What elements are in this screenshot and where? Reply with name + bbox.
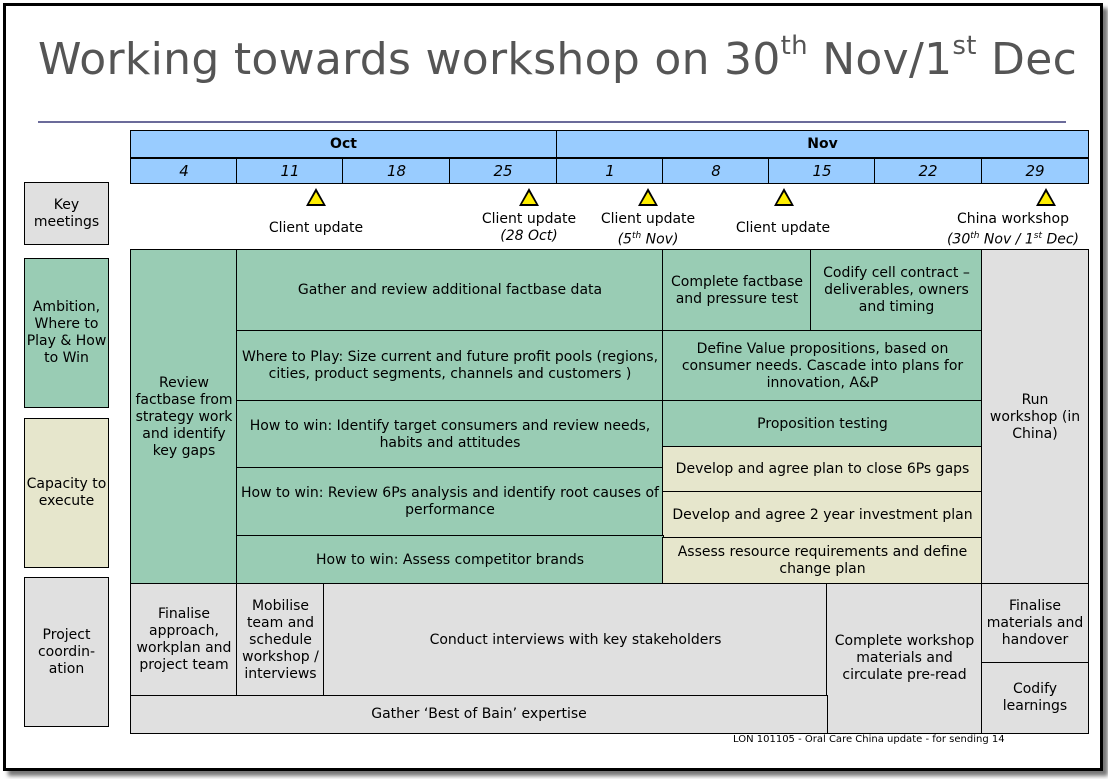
footer-note: LON 101105 - Oral Care China update - for sending 14 [733,734,1005,745]
task-close-6ps: Develop and agree plan to close 6Ps gaps [662,446,983,493]
meeting-marker-icon [638,188,658,206]
meeting-marker-icon [306,188,326,206]
day-cell: 18 [342,158,451,184]
meeting-label: Client update [735,220,831,236]
task-codify-cell: Codify cell contract – deliverables, owners and timing [810,249,983,332]
row-label-capacity: Capacity to execute [24,418,109,568]
day-cell: 15 [768,158,876,184]
task-where-to-play: Where to Play: Size current and future profit pools (regions, cities, product segments, channels and customers ) [236,330,664,402]
day-cell: 8 [662,158,770,184]
day-cell: 11 [236,158,344,184]
task-best-of-bain: Gather ‘Best of Bain’ expertise [130,695,828,734]
task-complete-workshop-materials: Complete workshop materials and circulate pre-read [826,583,983,734]
task-how-win-6ps: How to win: Review 6Ps analysis and identify root causes of performance [236,467,664,537]
task-review-factbase: Review factbase from strategy work and identify key gaps [130,249,238,585]
task-proposition-testing: Proposition testing [662,400,983,448]
task-define-value: Define Value propositions, based on consumer needs. Cascade into plans for innovation, A&P [662,330,983,402]
meeting-marker-icon [519,188,539,206]
meeting-label: Client update [268,220,364,236]
task-complete-factbase: Complete factbase and pressure test [662,249,812,332]
day-cell: 4 [130,158,238,184]
task-how-win-consumers: How to win: Identify target consumers and review needs, habits and attitudes [236,400,664,469]
row-label-ambition: Ambition, Where to Play & How to Win [24,258,109,408]
task-resource-requirements: Assess resource requirements and define change plan [662,537,983,585]
task-mobilise-team: Mobilise team and schedule workshop / interviews [236,583,325,697]
meeting-label: China workshop (30th Nov / 1st Dec) [946,211,1080,248]
title-divider [38,121,1066,123]
task-finalise-approach: Finalise approach, workplan and project team [130,583,238,697]
month-oct: Oct [130,130,557,158]
task-conduct-interviews: Conduct interviews with key stakeholders [323,583,828,697]
meeting-marker-icon [774,188,794,206]
row-label-key-meetings: Key meetings [24,182,109,245]
task-investment-plan: Develop and agree 2 year investment plan [662,491,983,539]
task-gather-factbase: Gather and review additional factbase data [236,249,664,332]
month-nov: Nov [556,130,1089,158]
day-cell: 25 [449,158,557,184]
day-cell: 22 [874,158,982,184]
task-how-win-competitor: How to win: Assess competitor brands [236,535,664,585]
day-cell: 1 [556,158,664,184]
task-finalise-materials: Finalise materials and handover [981,583,1089,664]
meeting-label: Client update (28 Oct) [481,211,577,244]
meeting-marker-icon [1036,188,1056,206]
meeting-label: Client update (5th Nov) [600,211,696,248]
page-title: Working towards workshop on 30th Nov/1st Dec [38,31,1078,85]
day-cell: 29 [981,158,1089,184]
task-run-workshop: Run workshop (in China) [981,249,1089,585]
row-label-project: Project coordin-ation [24,577,109,727]
task-codify-learnings: Codify learnings [981,662,1089,734]
